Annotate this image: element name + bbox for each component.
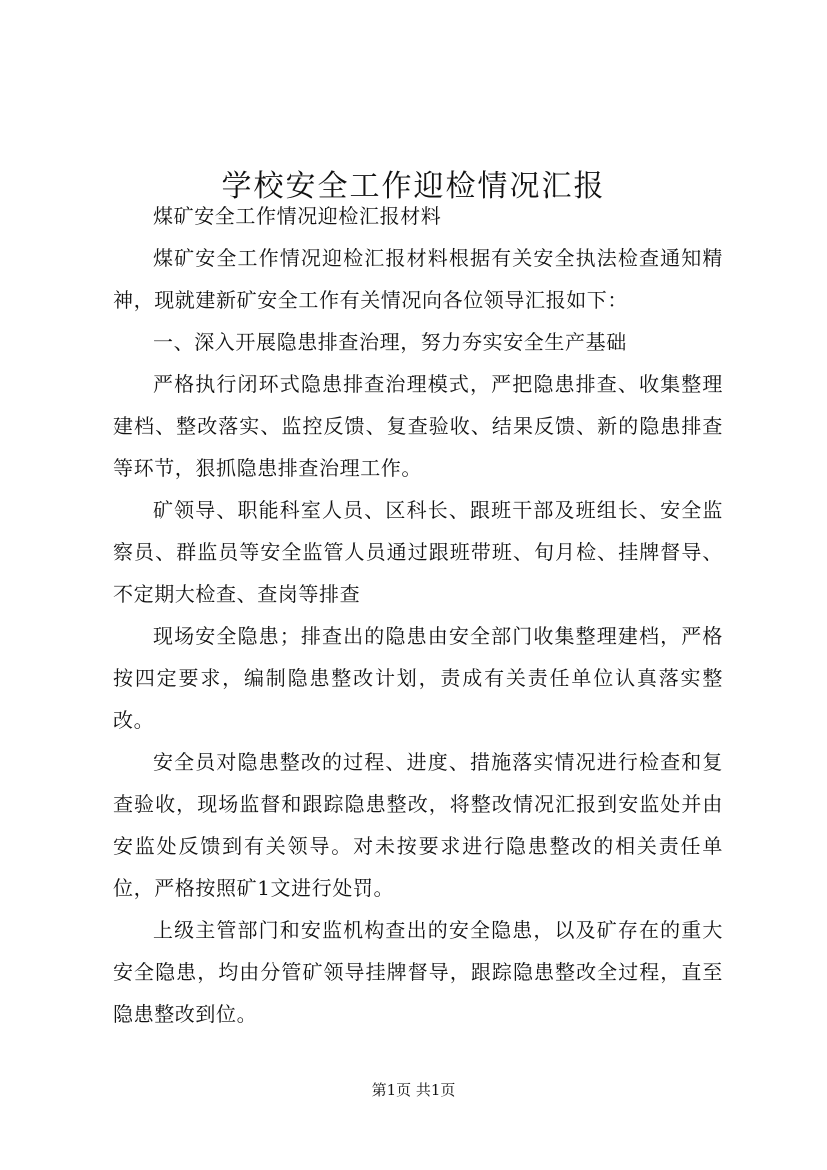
paragraph-intro: 煤矿安全工作情况迎检汇报材料根据有关安全执法检查通知精神，现就建新矿安全工作有关情况向各位领导汇报如下： xyxy=(113,246,723,312)
paragraph: 现场安全隐患；排查出的隐患由安全部门收集整理建档，严格按四定要求，编制隐患整改计划，责成有关责任单位认真落实整改。 xyxy=(113,624,723,732)
paragraph: 安全员对隐患整改的过程、进度、措施落实情况进行检查和复查验收，现场监督和跟踪隐患整改，将整改情况汇报到安监处并由安监处反馈到有关领导。对未按要求进行隐患整改的相关责任单位，严格按照矿1文进行处罚。 xyxy=(113,750,723,900)
document-title: 学校安全工作迎检情况汇报 xyxy=(221,169,606,205)
page-footer: 第1页 共1页 xyxy=(371,1081,456,1099)
paragraph: 矿领导、职能科室人员、区科长、跟班干部及班组长、安全监察员、群监员等安全监管人员通过跟班带班、旬月检、挂牌督导、不定期大检查、查岗等排查 xyxy=(113,498,723,606)
paragraph-subtitle: 煤矿安全工作情况迎检汇报材料 xyxy=(153,204,442,228)
document-body xyxy=(113,195,723,1035)
paragraph: 上级主管部门和安监机构查出的安全隐患，以及矿存在的重大安全隐患，均由分管矿领导挂牌督导，跟踪隐患整改全过程，直至隐患整改到位。 xyxy=(113,918,723,1026)
section-heading: 一、深入开展隐患排查治理，努力夯实安全生产基础 xyxy=(153,330,627,354)
paragraph: 严格执行闭环式隐患排查治理模式，严把隐患排查、收集整理建档、整改落实、监控反馈、复查验收、结果反馈、新的隐患排查等环节，狠抓隐患排查治理工作。 xyxy=(113,372,723,480)
